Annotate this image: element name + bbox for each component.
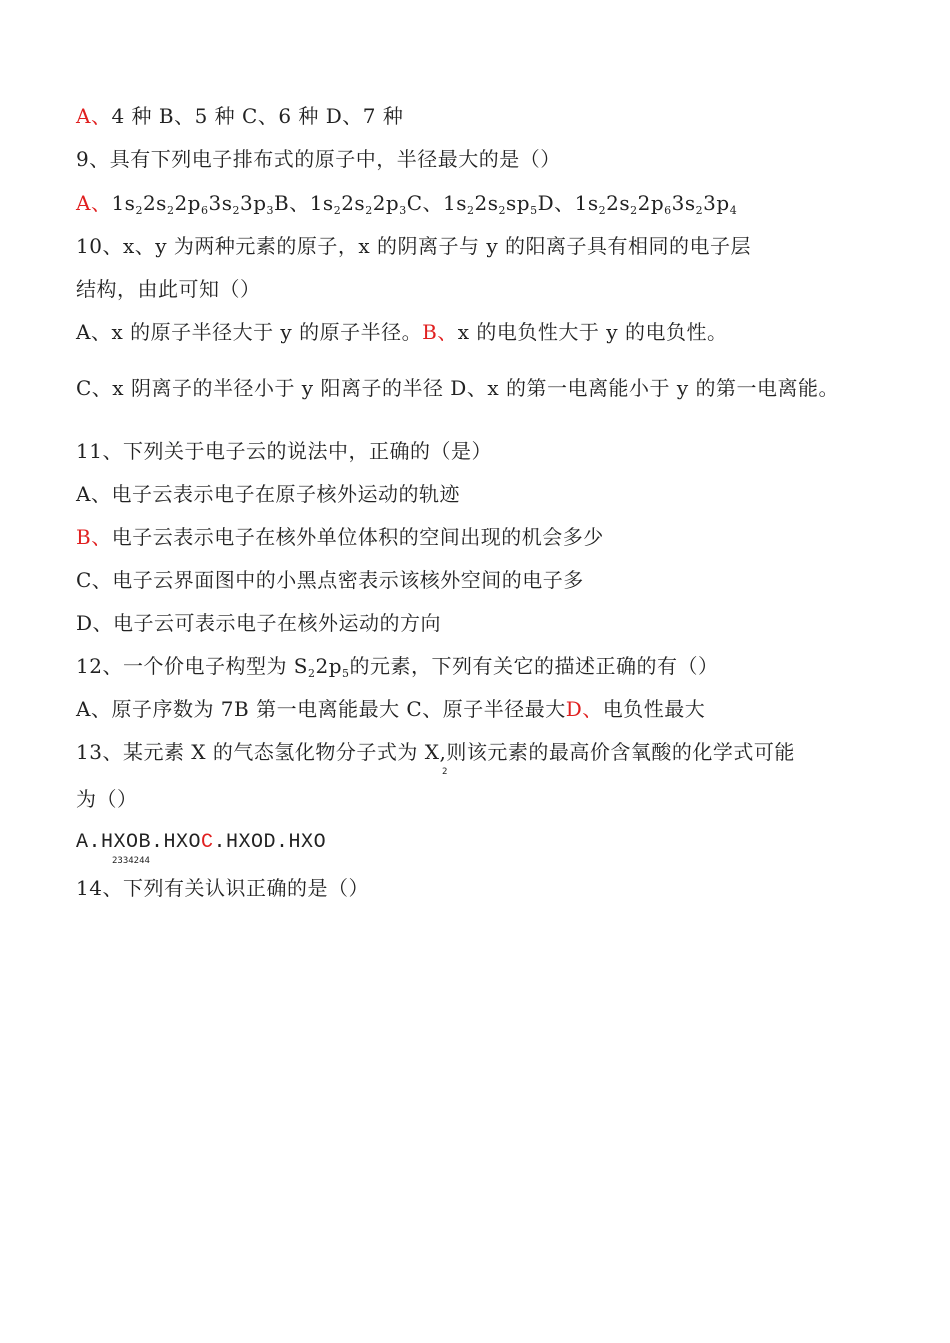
config-sub: 3: [266, 204, 275, 217]
config-part: 2p: [174, 191, 201, 215]
config-sub: 2: [232, 204, 240, 217]
q11-option-b: [76, 524, 604, 550]
q12-options-text: A、原子序数为 7B 第一电离能最大 C、原子半径最大: [76, 697, 566, 721]
q10-option-a: A、x 的原子半径大于 y 的原子半径。: [76, 320, 423, 344]
config-sub: 2: [333, 204, 342, 217]
answer-mark-a: A、: [76, 191, 112, 215]
config-part: 3p: [239, 191, 267, 215]
config-part: 2s: [341, 191, 366, 215]
q13-subscript: 2: [442, 767, 448, 777]
config-sub: 2: [598, 204, 607, 217]
config-part: 1s: [111, 191, 136, 215]
question-13-line-2: 为（）: [76, 787, 138, 811]
answer-mark-d: D、: [565, 697, 603, 721]
answer-mark-c: C: [201, 831, 214, 854]
q9-options: [76, 190, 737, 220]
answer-mark-b: B、: [76, 525, 112, 549]
question-11: 11、下列关于电子云的说法中，正确的（是）: [76, 439, 492, 463]
config-part: C、1s: [406, 191, 468, 215]
config-part: 3s: [208, 191, 233, 215]
config-part: 2s: [606, 191, 631, 215]
q8-options-text: 4 种 B、5 种 C、6 种 D、7 种: [111, 104, 404, 128]
q13-options-text: A.HXOB.HXO: [76, 831, 202, 854]
q12-option-d-text: 电负性最大: [602, 697, 706, 721]
config-sub: 2: [695, 204, 704, 217]
config-sub: 2: [308, 667, 316, 680]
q12-text: 的元素，下列有关它的描述正确的有（）: [349, 654, 719, 678]
config-part: B、1s: [274, 191, 334, 215]
config-part: D、1s: [537, 191, 599, 215]
config-sub: 2: [135, 204, 143, 217]
q10-options-ab: [76, 319, 727, 345]
q13-options-subscripts: 2334244: [112, 856, 150, 866]
question-10-line-2: 结构，由此可知（）: [76, 277, 261, 301]
config-part: 3s: [671, 191, 696, 215]
question-14: 14、下列有关认识正确的是（）: [76, 876, 369, 900]
question-9: 9、具有下列电子排布式的原子中，半径最大的是（）: [76, 147, 561, 171]
config-part: 2p: [315, 654, 343, 678]
q13-options-text: .HXOD.HXO: [213, 831, 327, 854]
q11-option-b-text: 电子云表示电子在核外单位体积的空间出现的机会多少: [111, 525, 604, 549]
config-sub: 2: [365, 204, 373, 217]
config-sub: 2: [498, 204, 507, 217]
question-10-line-1: 10、x、y 为两种元素的原子，x 的阴离子与 y 的阳离子具有相同的电子层: [76, 234, 752, 258]
q10-options-cd: C、x 阴离子的半径小于 y 阳离子的半径 D、x 的第一电离能小于 y 的第一电离能。: [76, 376, 839, 400]
q12-options: [76, 696, 705, 722]
config-sub: 6: [664, 204, 672, 217]
answer-mark-b: B、: [422, 320, 458, 344]
config-part: 2p: [637, 191, 665, 215]
config-sub: 5: [342, 667, 350, 680]
answer-mark-a: A、: [76, 104, 112, 128]
config-sub: 2: [630, 204, 638, 217]
config-sub: 5: [530, 204, 538, 217]
q10-option-b: x 的电负性大于 y 的电负性。: [457, 320, 728, 344]
q8-options: [76, 103, 403, 129]
config-sub: 6: [200, 204, 209, 217]
q11-option-d: D、电子云可表示电子在核外运动的方向: [76, 611, 442, 635]
q11-option-a: A、电子云表示电子在原子核外运动的轨迹: [76, 482, 460, 506]
config-part: sp: [506, 191, 531, 215]
config-sub: 2: [166, 204, 175, 217]
config-part: 2p: [372, 191, 400, 215]
config-sub: 2: [467, 204, 475, 217]
config-sub: 3: [399, 204, 407, 217]
q12-text: 12、一个价电子构型为 S: [76, 654, 309, 678]
config-part: 3p: [703, 191, 730, 215]
config-part: 2s: [142, 191, 167, 215]
question-12: [76, 653, 719, 683]
config-part: 2s: [474, 191, 499, 215]
q11-option-c: C、电子云界面图中的小黑点密表示该核外空间的电子多: [76, 568, 584, 592]
config-sub: 4: [729, 204, 738, 217]
question-13-line-1: 13、某元素 X 的气态氢化物分子式为 X,则该元素的最高价含氧酸的化学式可能: [76, 740, 795, 764]
q13-options: [76, 830, 326, 856]
